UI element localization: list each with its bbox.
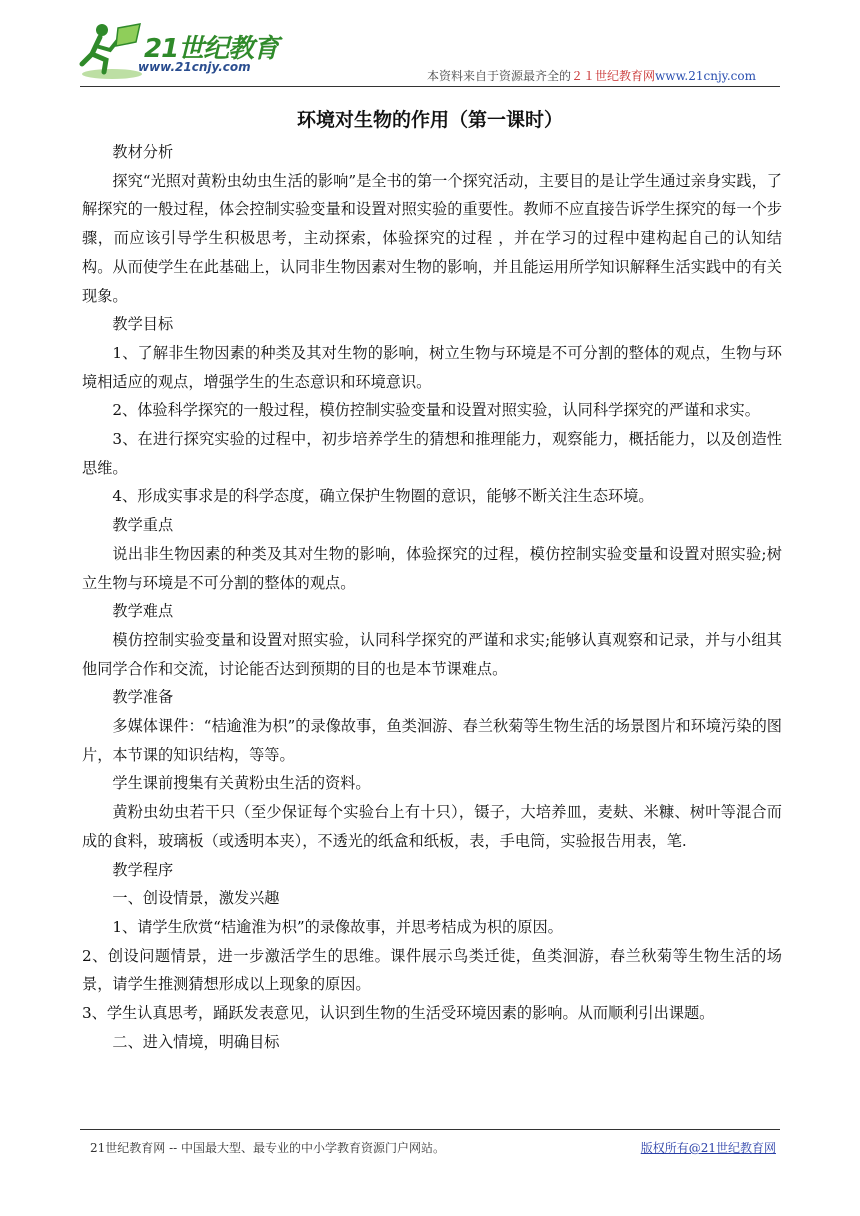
body-paragraph: 模仿控制实验变量和设置对照实验，认同科学探究的严谨和求实;能够认真观察和记录，并与小组其他同学合作和交流，讨论能否达到预期的目的也是本节课难点。 [82,630,782,678]
header-note-prefix: 本资料来自于资源最齐全的 [427,69,572,83]
body-paragraph: 说出非生物因素的种类及其对生物的影响，体验探究的过程，模仿控制实验变量和设置对照实验;树立生物与环境是不可分割的整体的观点。 [82,544,782,592]
body-paragraph: 多媒体课件：“桔逾淮为枳”的录像故事，鱼类洄游、春兰秋菊等生物生活的场景图片和环境污染的图片，本节课的知识结构，等等。 [82,717,782,764]
site-logo[interactable] [78,20,298,82]
body-paragraph: 教材分析 [112,143,174,161]
header-note-url[interactable]: www.21cnjy.com [655,69,756,83]
logo-text: 21世纪教育 [144,34,279,64]
body-paragraph: 3、在进行探究实验的过程中，初步培养学生的猜想和推理能力，观察能力，概括能力，以及创造性思维。 [82,430,782,477]
header-note [427,67,756,84]
header-divider [80,86,780,87]
copyright-link[interactable]: 版权所有@21世纪教育网 [640,1141,776,1155]
page-header [0,0,860,90]
body-paragraph: 探究“光照对黄粉虫幼虫生活的影响”是全书的第一个探究活动，主要目的是让学生通过亲身实践，了解探究的一般过程，体会控制实验变量和设置对照实验的重要性。教师不应直接告诉学生探究的每一个步骤，而应该引导学生积极思考，主动探索，体验探究的过程 ，并在学习的过程中建构起自己的认知结构。从而使学生在此基础上，认同非生物因素对生物的影响，并且能运用所学知识解释生活实践中的有关现象。 [82,171,782,305]
body-paragraph: 4、形成实事求是的科学态度，确立保护生物圈的意识，能够不断关注生态环境。 [112,487,654,506]
footer-divider [80,1129,780,1130]
footer-text: 21世纪教育网 -- 中国最大型、最专业的中小学教育资源门户网站。 [90,1141,446,1155]
body-paragraph: 1、请学生欣赏“桔逾淮为枳”的录像故事，并思考桔成为枳的原因。 [112,917,563,936]
body-paragraph: 教学难点 [112,602,174,621]
body-paragraph: 教学重点 [112,516,174,535]
body-paragraph: 教学目标 [112,315,174,334]
logo-url: www.21cnjy.com [138,60,251,74]
body-paragraph: 3、学生认真思考，踊跃发表意见，认识到生物的生活受环境因素的影响。从而顺利引出课题。 [82,1004,715,1023]
body-paragraph: 一、创设情景，激发兴趣 [112,889,280,908]
body-paragraph: 教学准备 [112,688,174,707]
body-paragraph: 黄粉虫幼虫若干只（至少保证每个实验台上有十只），镊子，大培养皿，麦麸、米糠、树叶等混合而成的食料，玻璃板（或透明本夹），不透光的纸盒和纸板，表，手电筒，实验报告用表，笔. [82,803,782,850]
body-paragraph: 2、创设问题情景，进一步激活学生的思维。课件展示鸟类迁徙，鱼类洄游，春兰秋菊等生物生活的场景，请学生推测猜想形成以上现象的原因。 [82,946,782,994]
document-body [82,138,782,1057]
body-paragraph: 二、进入情境，明确目标 [112,1032,280,1051]
body-paragraph: 教学程序 [112,860,174,879]
body-paragraph: 2、体验科学探究的一般过程，模仿控制实验变量和设置对照实验，认同科学探究的严谨和求实。 [112,401,760,420]
body-paragraph: 学生课前搜集有关黄粉虫生活的资料。 [112,774,371,793]
header-note-site[interactable]: ２１世纪教育网 [571,69,656,83]
body-paragraph: 1、了解非生物因素的种类及其对生物的影响，树立生物与环境是不可分割的整体的观点，生物与环境相适应的观点，增强学生的生态意识和环境意识。 [82,343,782,391]
document-title: 环境对生物的作用（第一课时） [296,109,563,131]
